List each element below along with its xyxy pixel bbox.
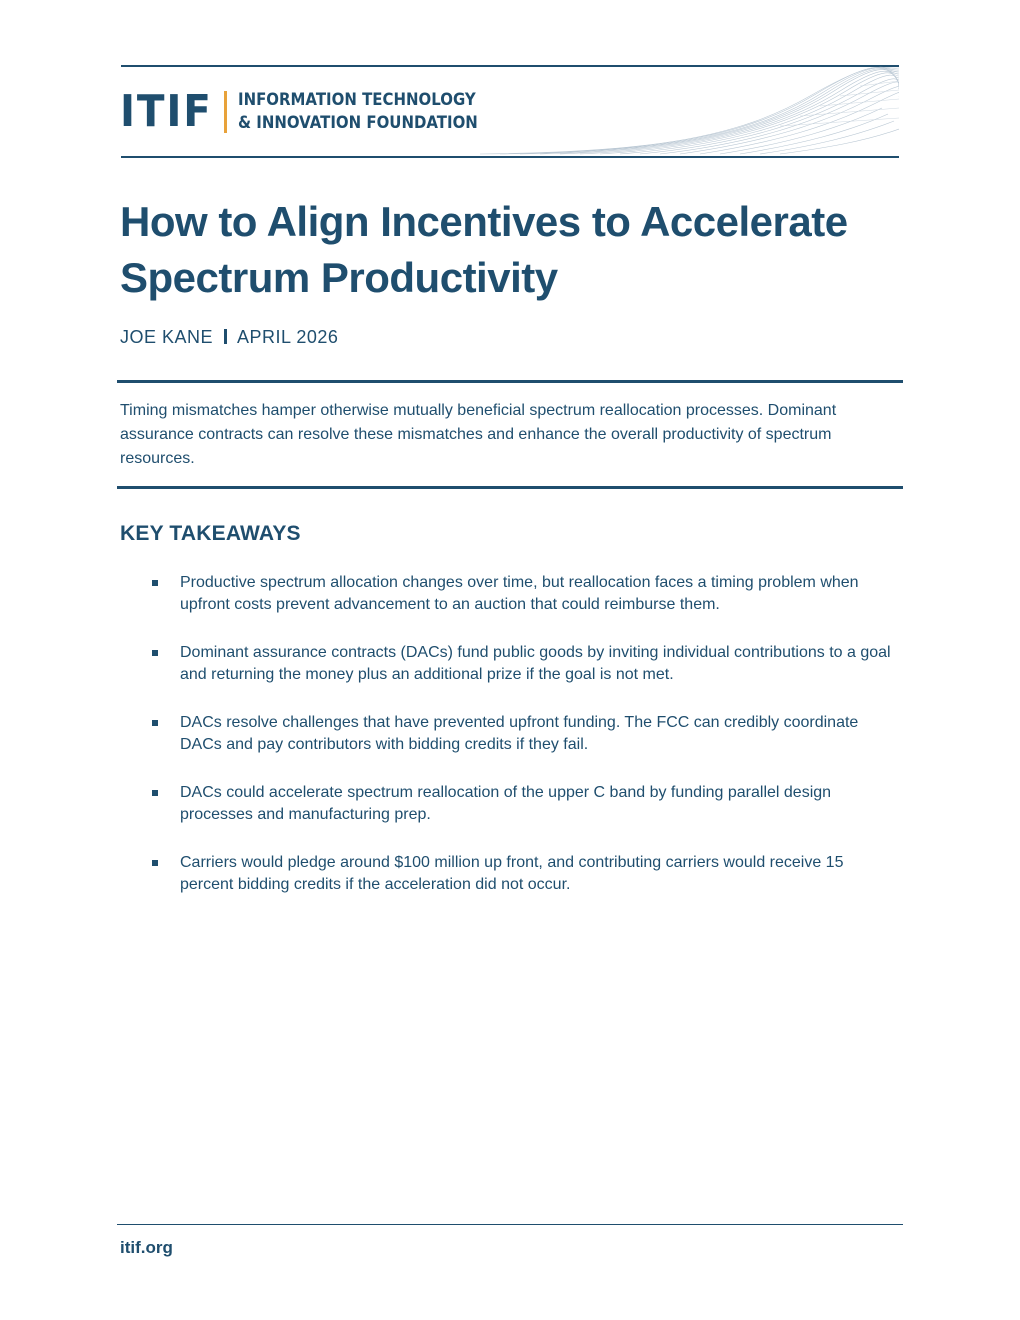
key-takeaways-heading: KEY TAKEAWAYS bbox=[120, 522, 301, 545]
footer-website-link[interactable]: itif.org bbox=[120, 1238, 173, 1257]
report-title-line-1: How to Align Incentives to Accelerate bbox=[120, 198, 848, 245]
takeaway-text: DACs could accelerate spectrum reallocation of the upper C band by funding parallel design processes and manufacturing prep. bbox=[180, 784, 832, 823]
itif-logo-mark: ITIF bbox=[120, 86, 213, 137]
summary-top-rule bbox=[117, 380, 903, 383]
logo-divider bbox=[224, 91, 227, 133]
takeaway-item bbox=[150, 642, 895, 686]
takeaway-text: Productive spectrum allocation changes over time, but reallocation faces a timing problem when upfront costs prevent advancement to an auction that could reimburse them. bbox=[180, 574, 859, 613]
summary-text: Timing mismatches hamper otherwise mutually beneficial spectrum reallocation processes. Dominant assurance contracts can resolve these mismatches and enhance the overall productivity of spectrum resources. bbox=[120, 402, 837, 467]
header-bottom-rule bbox=[121, 156, 899, 158]
publication-date: APRIL 2026 bbox=[237, 327, 339, 347]
takeaway-text: DACs resolve challenges that have prevented upfront funding. The FCC can credibly coordinate DACs and pay contributors with bidding credits if they fail. bbox=[180, 714, 859, 753]
takeaway-text: Carriers would pledge around $100 million up front, and contributing carriers would receive 15 percent bidding credits if the acceleration did not occur. bbox=[180, 854, 844, 893]
report-title bbox=[120, 194, 910, 306]
report-title-line-2: Spectrum Productivity bbox=[120, 254, 558, 301]
organization-name-line-2: & INNOVATION FOUNDATION bbox=[238, 113, 478, 133]
footer-rule bbox=[117, 1224, 903, 1225]
byline-divider bbox=[224, 329, 227, 344]
author-name: JOE KANE bbox=[120, 327, 214, 347]
bullet-icon bbox=[152, 580, 158, 586]
takeaway-text: Dominant assurance contracts (DACs) fund public goods by inviting individual contributions to a goal and returning the money plus an additional prize if the goal is not met. bbox=[180, 644, 891, 683]
takeaway-item bbox=[150, 712, 895, 756]
header-wave-graphic bbox=[480, 66, 899, 156]
bullet-icon bbox=[152, 860, 158, 866]
takeaway-item bbox=[150, 572, 895, 616]
organization-name-line-1: INFORMATION TECHNOLOGY bbox=[238, 90, 476, 110]
bullet-icon bbox=[152, 790, 158, 796]
byline bbox=[120, 325, 338, 349]
key-takeaways-list bbox=[150, 572, 895, 922]
bullet-icon bbox=[152, 650, 158, 656]
bullet-icon bbox=[152, 720, 158, 726]
takeaway-item bbox=[150, 852, 895, 896]
takeaway-item bbox=[150, 782, 895, 826]
summary-bottom-rule bbox=[117, 486, 903, 489]
organization-name bbox=[238, 89, 478, 135]
